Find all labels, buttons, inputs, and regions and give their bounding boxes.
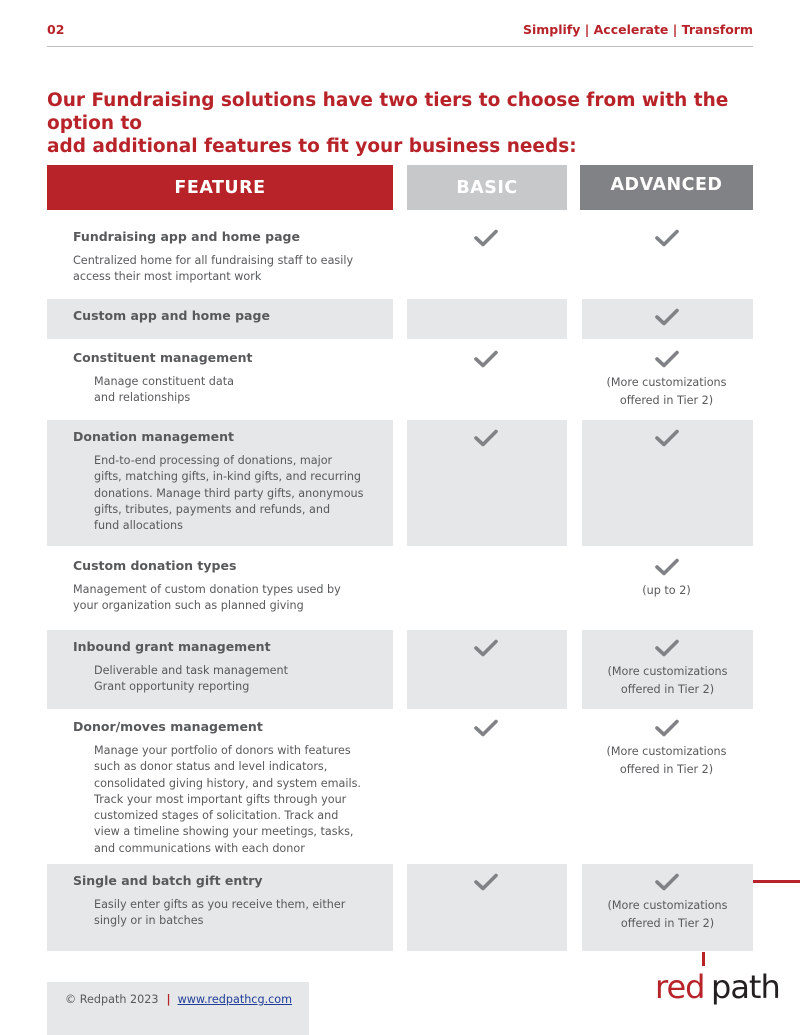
feature-description-line: gifts, matching gifts, in-kind gifts, and recurring bbox=[94, 470, 362, 484]
feature-description bbox=[94, 743, 361, 857]
header-rule bbox=[47, 46, 753, 47]
feature-title: Constituent management bbox=[73, 350, 253, 365]
advanced-note-line: (up to 2) bbox=[642, 584, 691, 597]
feature-row bbox=[0, 299, 800, 339]
feature-description-line: access their most important work bbox=[73, 270, 262, 284]
basic-cell bbox=[407, 420, 567, 546]
feature-row bbox=[0, 864, 800, 951]
footer-separator: | bbox=[166, 993, 171, 1006]
feature-cell bbox=[47, 864, 393, 951]
advanced-check-icon bbox=[655, 350, 679, 368]
basic-cell bbox=[407, 299, 567, 339]
feature-title: Custom app and home page bbox=[73, 308, 270, 323]
feature-description-line: your organization such as planned giving bbox=[73, 599, 304, 613]
advanced-check-icon bbox=[655, 873, 679, 891]
feature-row bbox=[0, 630, 800, 709]
feature-title: Custom donation types bbox=[73, 558, 237, 573]
feature-row bbox=[0, 710, 800, 861]
feature-description-line: customized stages of solicitation. Track and bbox=[94, 809, 339, 823]
advanced-check-icon bbox=[655, 558, 679, 576]
feature-cell bbox=[47, 341, 393, 416]
advanced-check-icon bbox=[655, 639, 679, 657]
advanced-note bbox=[582, 897, 753, 933]
basic-check-icon bbox=[474, 873, 498, 891]
feature-title: Inbound grant management bbox=[73, 639, 271, 654]
feature-description-line: End-to-end processing of donations, major bbox=[94, 454, 333, 467]
feature-description-line: gifts, tributes, payments and refunds, and bbox=[94, 502, 331, 516]
feature-description-line: fund allocations bbox=[94, 519, 183, 533]
feature-description bbox=[73, 253, 353, 286]
advanced-check-icon bbox=[655, 719, 679, 737]
basic-cell bbox=[407, 549, 567, 624]
feature-cell bbox=[47, 549, 393, 624]
column-header-advanced: ADVANCED bbox=[580, 165, 753, 210]
feature-description-line: and relationships bbox=[94, 391, 191, 405]
advanced-note-line: (More customizations bbox=[607, 665, 728, 678]
headline bbox=[47, 89, 747, 158]
advanced-note-line: offered in Tier 2) bbox=[619, 763, 714, 776]
feature-description-line: Deliverable and task management bbox=[94, 664, 288, 677]
advanced-note-line: offered in Tier 2) bbox=[620, 683, 715, 696]
feature-description-line: singly or in batches bbox=[94, 914, 204, 928]
feature-cell bbox=[47, 710, 393, 861]
advanced-note-line: (More customizations bbox=[606, 745, 727, 758]
advanced-check-icon bbox=[655, 308, 679, 326]
redpath-logo bbox=[655, 952, 780, 1016]
advanced-cell bbox=[582, 864, 753, 951]
headline-line-1: Our Fundraising solutions have two tiers to choose from with the option to bbox=[47, 90, 729, 134]
basic-cell bbox=[407, 864, 567, 951]
feature-description-line: view a timeline showing your meetings, tasks, bbox=[94, 825, 354, 839]
feature-row bbox=[0, 341, 800, 416]
feature-description bbox=[94, 453, 363, 534]
advanced-cell bbox=[580, 341, 753, 416]
feature-description-line: Track your most important gifts through your bbox=[94, 792, 347, 806]
feature-description-line: donations. Manage third party gifts, anonymous bbox=[94, 486, 364, 500]
advanced-note bbox=[580, 374, 753, 410]
advanced-cell bbox=[582, 420, 753, 546]
tagline: Simplify | Accelerate | Transform bbox=[522, 22, 753, 37]
advanced-note bbox=[582, 663, 753, 699]
feature-cell bbox=[47, 299, 393, 339]
feature-cell bbox=[47, 420, 393, 546]
feature-description-line: consolidated giving history, and system emails. bbox=[94, 776, 361, 790]
basic-cell bbox=[407, 341, 567, 416]
advanced-note bbox=[580, 743, 753, 779]
feature-description bbox=[94, 374, 234, 407]
advanced-cell bbox=[582, 299, 753, 339]
advanced-check-icon bbox=[655, 229, 679, 247]
advanced-note-line: (More customizations bbox=[606, 376, 727, 389]
svg-text:path: path bbox=[711, 968, 780, 1006]
advanced-note-line: (More customizations bbox=[607, 899, 728, 912]
basic-check-icon bbox=[474, 429, 498, 447]
feature-cell bbox=[47, 220, 393, 296]
feature-description-line: Manage constituent data bbox=[94, 375, 234, 388]
advanced-cell bbox=[580, 220, 753, 296]
feature-row bbox=[0, 220, 800, 296]
advanced-cell bbox=[580, 710, 753, 861]
headline-line-2: add additional features to fit your business needs: bbox=[47, 136, 577, 157]
feature-description bbox=[94, 897, 345, 930]
basic-check-icon bbox=[474, 639, 498, 657]
advanced-note bbox=[580, 582, 753, 600]
feature-row bbox=[0, 420, 800, 546]
page-number: 02 bbox=[47, 22, 65, 37]
basic-cell bbox=[407, 630, 567, 709]
feature-description-line: and communications with each donor bbox=[94, 841, 305, 855]
footer bbox=[47, 982, 309, 1035]
feature-description-line: Grant opportunity reporting bbox=[94, 680, 250, 694]
svg-text:red: red bbox=[655, 968, 705, 1006]
feature-row bbox=[0, 549, 800, 624]
copyright: © Redpath 2023 bbox=[65, 993, 159, 1006]
feature-description bbox=[94, 663, 288, 696]
feature-title: Donor/moves management bbox=[73, 719, 263, 734]
column-header-basic: BASIC bbox=[407, 165, 567, 210]
advanced-note-line: offered in Tier 2) bbox=[620, 917, 715, 930]
basic-cell bbox=[407, 710, 567, 861]
feature-description-line: Management of custom donation types used by bbox=[73, 583, 341, 596]
advanced-check-icon bbox=[655, 429, 679, 447]
feature-cell bbox=[47, 630, 393, 709]
column-header-feature: FEATURE bbox=[47, 165, 393, 210]
basic-cell bbox=[407, 220, 567, 296]
feature-title: Fundraising app and home page bbox=[73, 229, 300, 244]
feature-title: Single and batch gift entry bbox=[73, 873, 263, 888]
footer-text bbox=[65, 993, 292, 1006]
feature-title: Donation management bbox=[73, 429, 234, 444]
side-accent-line bbox=[753, 880, 800, 883]
basic-check-icon bbox=[474, 350, 498, 368]
basic-check-icon bbox=[474, 229, 498, 247]
feature-description-line: Easily enter gifts as you receive them, either bbox=[94, 898, 346, 911]
advanced-cell bbox=[582, 630, 753, 709]
feature-description-line: Manage your portfolio of donors with features bbox=[94, 744, 351, 757]
feature-description-line: such as donor status and level indicators, bbox=[94, 760, 328, 774]
website-link[interactable]: www.redpathcg.com bbox=[177, 993, 293, 1006]
feature-description-line: Centralized home for all fundraising staff to easily bbox=[73, 254, 354, 267]
feature-description bbox=[73, 582, 341, 615]
advanced-note-line: offered in Tier 2) bbox=[619, 394, 714, 407]
advanced-cell bbox=[580, 549, 753, 624]
basic-check-icon bbox=[474, 719, 498, 737]
